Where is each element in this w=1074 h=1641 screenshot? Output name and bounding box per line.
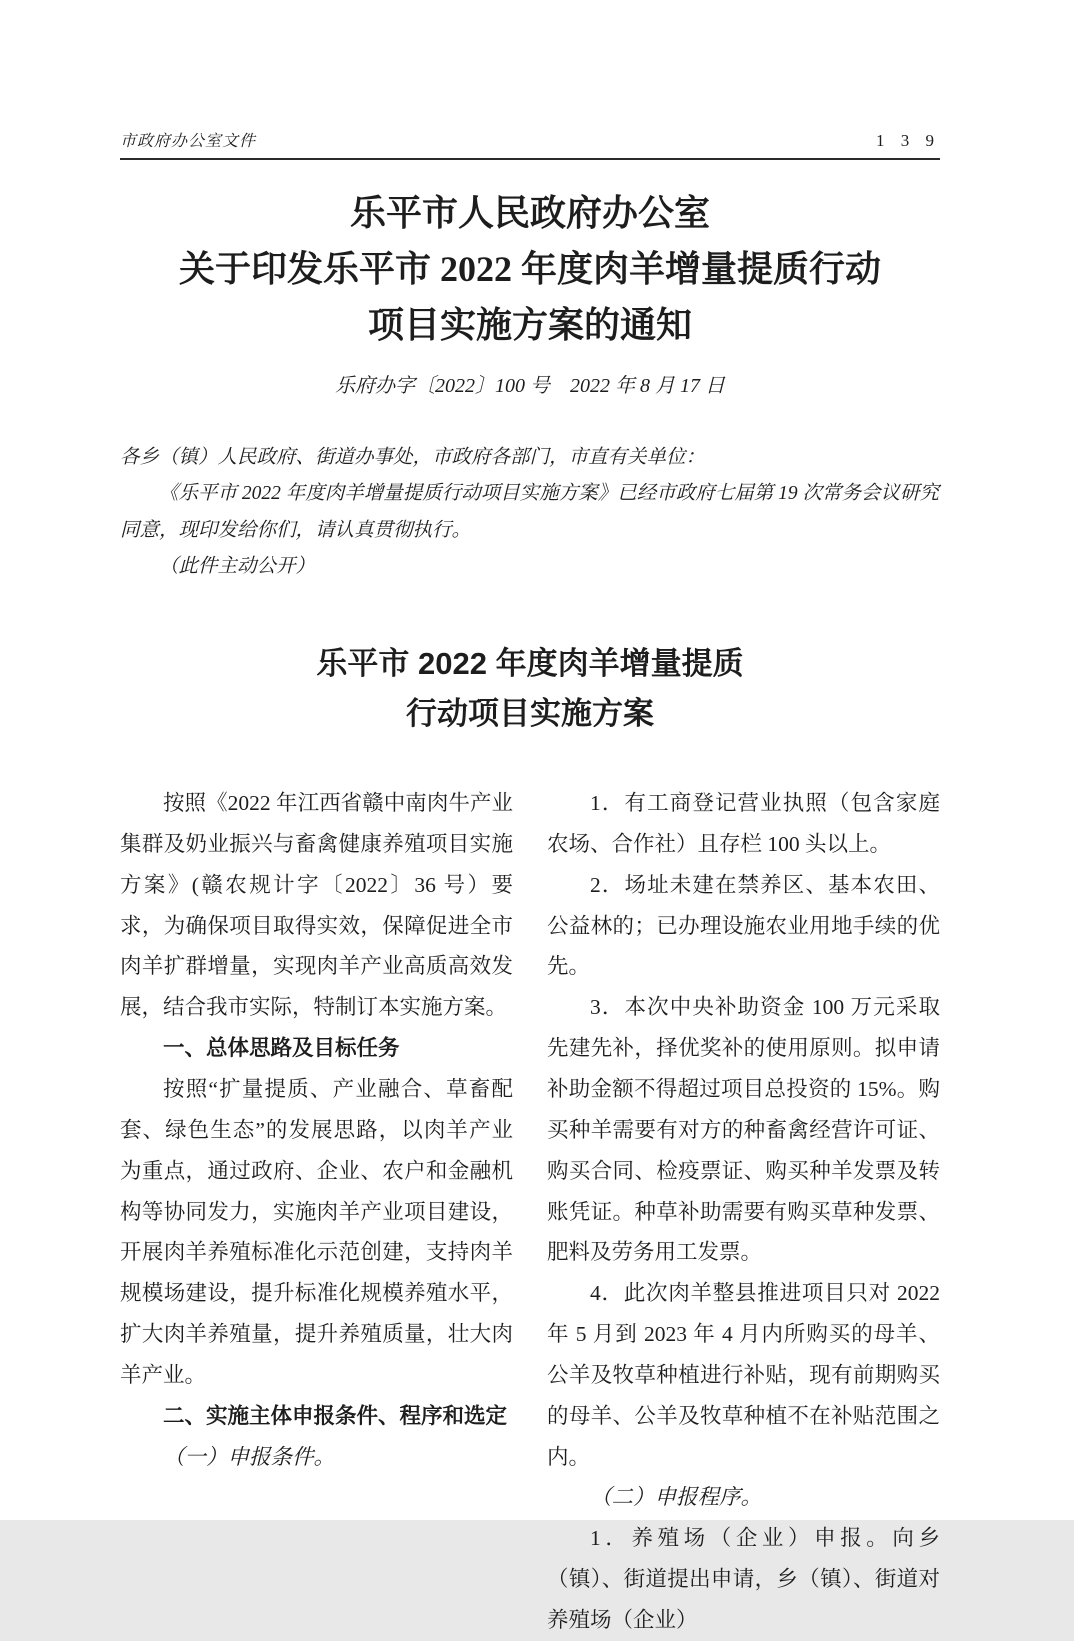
plan-paragraph: 按照“扩量提质、产业融合、草畜配套、绿色生态”的发展思路，以肉羊产业为重点，通过政府、企业、农户和金融机构等协同发力，实施肉羊产业项目建设，开展肉羊养殖标准化示范创建，支持肉羊规模场建设，提升标准化规模养殖水平，扩大肉羊养殖量，提升养殖质量，壮大肉羊产业。 (120, 1076, 513, 1387)
plan-title (120, 639, 940, 739)
page-header (120, 128, 940, 160)
notice-title-line: 项目实施方案的通知 (367, 304, 692, 345)
subsection-heading: （二）申报程序。 (590, 1485, 763, 1510)
right-column (547, 783, 940, 1641)
plan-section (120, 639, 940, 1641)
section-heading-2: 二、实施主体申报条件、程序和选定 (163, 1403, 508, 1428)
notice-title (120, 186, 940, 353)
plan-paragraph: 按照《2022 年江西省赣中南肉牛产业集群及奶业振兴与畜禽健康养殖项目实施方案》(赣农规计字〔2022〕36 号）要求，为确保项目取得实效，保障促进全市肉羊扩群增量，实现肉羊产业高质高效发展，结合我市实际，特制订本实施方案。 (120, 791, 513, 1020)
notice-body (120, 440, 940, 584)
two-column-layout (120, 783, 940, 1641)
notice-title-line: 乐平市人民政府办公室 (349, 193, 710, 233)
plan-title-line: 行动项目实施方案 (406, 695, 654, 731)
plan-title-line: 乐平市 2022 年度肉羊增量提质 (316, 645, 744, 681)
left-column (120, 783, 513, 1641)
plan-paragraph: 2．场址未建在禁养区、基本农田、公益林的；已办理设施农业用地手续的优先。 (547, 872, 940, 979)
salutation: 各乡（镇）人民政府、街道办事处，市政府各部门，市直有关单位： (120, 447, 706, 469)
subsection-heading: （一）申报条件。 (163, 1444, 336, 1469)
plan-paragraph: 1．养殖场（企业）申报。向乡（镇）、街道提出申请，乡（镇）、街道对养殖场（企业） (547, 1526, 940, 1632)
notice-paragraph: 《乐平市 2022 年度肉羊增量提质行动项目实施方案》已经市政府七届第 19 次常务会议研究同意，现印发给你们，请认真贯彻执行。 (120, 483, 940, 541)
plan-paragraph: 1．有工商登记营业执照（包含家庭农场、合作社）且存栏 100 头以上。 (547, 791, 940, 856)
header-doc-type-label: 市政府办公室文件 (120, 133, 257, 150)
doc-number-and-date: 乐府办字〔2022〕100 号 2022 年 8 月 17 日 (335, 375, 725, 398)
notice-section (120, 186, 940, 585)
plan-paragraph: 4．此次肉羊整县推进项目只对 2022 年 5 月到 2023 年 4 月内所购买的母羊、公羊及牧草种植进行补贴，现有前期购买的母羊、公羊及牧草种植不在补贴范围之内。 (547, 1281, 940, 1469)
page-number: 1 3 9 (876, 131, 940, 150)
disclosure-note: （此件主动公开） (159, 555, 316, 577)
section-heading-1: 一、总体思路及目标任务 (163, 1036, 400, 1061)
notice-title-line: 关于印发乐平市 2022 年度肉羊增量提质行动 (178, 248, 881, 289)
plan-paragraph: 3．本次中央补助资金 100 万元采取先建先补，择优奖补的使用原则。拟申请补助金额不得超过项目总投资的 15%。购买种羊需要有对方的种畜禽经营许可证、购买合同、检疫票证、购买种羊发票及转账凭证。种草补助需要有购买草种发票、肥料及劳务用工发票。 (547, 995, 940, 1265)
